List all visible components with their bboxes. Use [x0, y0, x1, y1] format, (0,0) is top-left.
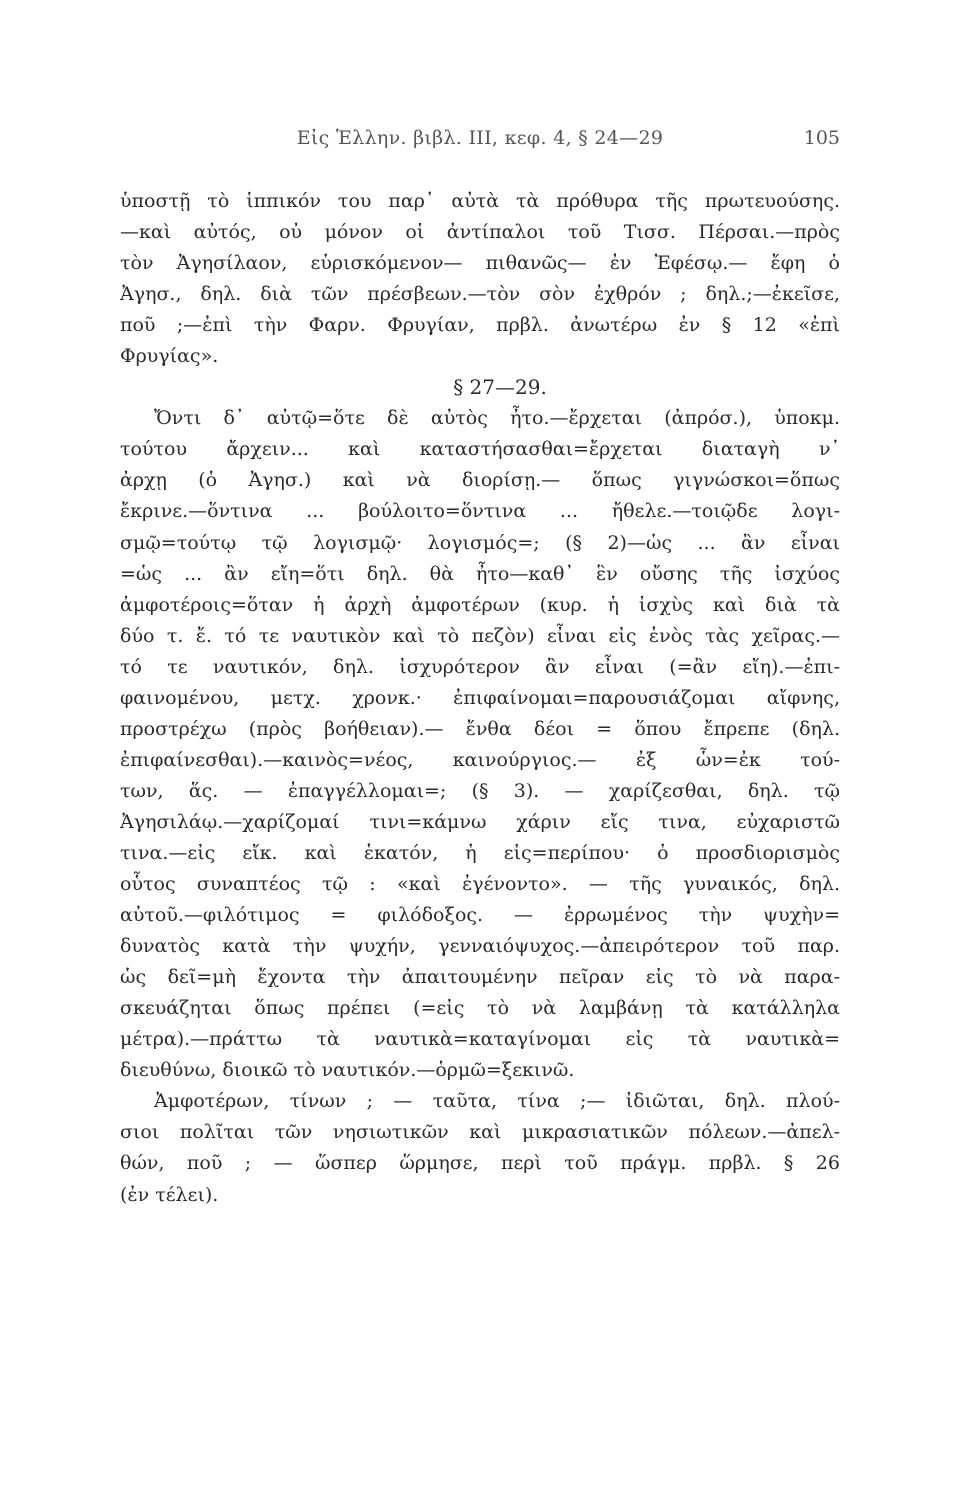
text-line: ὡς δεῖ=μὴ ἔχοντα τὴν ἀπαιτουμένην πεῖραν εἰς τὸ νὰ παρα-	[120, 966, 840, 989]
text-line: τινα.—εἰς εἴκ. καὶ ἑκατόν, ἡ εἰς=περίπου· ὁ προσδιορισμὸς	[120, 841, 840, 864]
commentary-text	[120, 186, 840, 1211]
text-line: σμῷ=τούτῳ τῷ λογισμῷ· λογισμός=; (§ 2)—ὡς ... ἂν εἶναι	[120, 531, 840, 554]
running-title: Εἰς Ἑλλην. βιβλ. III, κεφ. 4, § 24—29	[296, 127, 664, 149]
paragraph-section-28-29	[120, 1086, 840, 1210]
text-line: =ὡς ... ἂν εἴη=ὅτι δηλ. θὰ ἦτο—καθ᾽ ἓν οὔσης τῆς ἰσχύος	[120, 562, 840, 585]
text-line: τό τε ναυτικόν, δηλ. ἰσχυρότερον ἂν εἶναι (=ἂν εἴη).—ἐπι-	[120, 655, 840, 678]
text-line: τούτου ἄρχειν... καὶ καταστήσασθαι=ἔρχεται διαταγὴ ν᾽	[120, 438, 840, 461]
text-line: ἔκρινε.—ὅντινα ... βούλοιτο=ὅντινα ... ἤθελε.—τοιῷδε λογι-	[120, 500, 840, 523]
page-number: 105	[803, 127, 840, 149]
text-line: μέτρα).—πράττω τὰ ναυτικὰ=καταγίνομαι εἰς τὰ ναυτικὰ=	[120, 1028, 840, 1051]
text-line: ὑποστῇ τὸ ἱππικόν του παρ᾽ αὐτὰ τὰ πρόθυρα τῆς πρωτευούσης.	[120, 190, 840, 212]
text-line: ἀμφοτέροις=ὅταν ἡ ἀρχὴ ἀμφοτέρων (κυρ. ἡ ἰσχὺς καὶ διὰ τὰ	[120, 593, 840, 616]
text-line: δύο τ. ἔ. τό τε ναυτικὸν καὶ τὸ πεζὸν) εἶναι εἰς ἑνὸς τὰς χεῖρας.—	[120, 624, 840, 647]
text-line: προστρέχω (πρὸς βοήθειαν).— ἔνθα δέοι = ὅπου ἔπρεπε (δηλ.	[120, 717, 840, 740]
text-line: αὐτοῦ.—φιλότιμος = φιλόδοξος. — ἐρρωμένος τὴν ψυχὴν=	[120, 904, 840, 927]
text-line: δυνατὸς κατὰ τὴν ψυχήν, γενναιόψυχος.—ἀπειρότερον τοῦ παρ.	[120, 935, 840, 958]
text-line: (ἐν τέλει).	[120, 1183, 219, 1206]
text-line: των, ἅς. — ἐπαγγέλλομαι=; (§ 3). — χαρίζεσθαι, δηλ. τῷ	[120, 779, 840, 802]
text-line: Φρυγίας».	[120, 345, 219, 368]
text-line: σιοι πολῖται τῶν νησιωτικῶν καὶ μικρασιατικῶν πόλεων.—ἀπελ-	[120, 1121, 840, 1144]
text-line: Ἀμφοτέρων, τίνων ; — ταῦτα, τίνα ;— ἰδιῶται, δηλ. πλού-	[154, 1090, 840, 1113]
text-line: διευθύνω, διοικῶ τὸ ναυτικόν.—ὁρμῶ=ξεκινῶ.	[120, 1059, 575, 1082]
paragraph-continuation	[120, 186, 840, 372]
text-line: Ἀγησ., δηλ. διὰ τῶν πρέσβεων.—τὸν σὸν ἐχθρόν ; δηλ.;—ἐκεῖσε,	[120, 283, 840, 306]
text-line: θών, ποῦ ; — ὥσπερ ὥρμησε, περὶ τοῦ πράγμ. πρβλ. § 26	[120, 1152, 840, 1175]
text-line: ποῦ ;—ἐπὶ τὴν Φαρν. Φρυγίαν, πρβλ. ἀνωτέρω ἐν § 12 «ἐπὶ	[120, 314, 840, 337]
text-line: οὗτος συναπτέος τῷ : «καὶ ἐγένοντο». — τῆς γυναικός, δηλ.	[120, 873, 840, 896]
section-heading: § 27—29.	[453, 375, 547, 400]
text-line: ἀρχῃ (ὁ Ἀγησ.) καὶ νὰ διορίσῃ.— ὅπως γιγνώσκοι=ὅπως	[120, 469, 840, 492]
text-line: φαινομένου, μετχ. χρονκ.· ἐπιφαίνομαι=παρουσιάζομαι αἴφνης,	[120, 686, 840, 709]
text-line: —καὶ αὐτός, οὐ μόνον οἱ ἀντίπαλοι τοῦ Τισσ. Πέρσαι.—πρὸς	[120, 221, 840, 244]
text-line: ἐπιφαίνεσθαι).—καινὸς=νέος, καινούργιος.— ἐξ ὧν=ἐκ τού-	[120, 748, 840, 771]
text-line: Ἀγησιλάῳ.—χαρίζομαί τινι=κάμνω χάριν εἴς τινα, εὐχαριστῶ	[120, 810, 840, 833]
text-line: τὸν Ἀγησίλαον, εὑρισκόμενον— πιθανῶς— ἐν Ἐφέσῳ.— ἔφη ὁ	[120, 252, 840, 275]
paragraph-section-27	[120, 403, 840, 1086]
text-line: Ὄντι δ᾽ αὐτῷ=ὅτε δὲ αὐτὸς ἦτο.—ἔρχεται (ἀπρόσ.), ὑποκμ.	[154, 407, 840, 430]
running-header	[120, 127, 840, 157]
text-line: σκευάζηται ὅπως πρέπει (=εἰς τὸ νὰ λαμβάνῃ τὰ κατάλληλα	[120, 997, 840, 1020]
